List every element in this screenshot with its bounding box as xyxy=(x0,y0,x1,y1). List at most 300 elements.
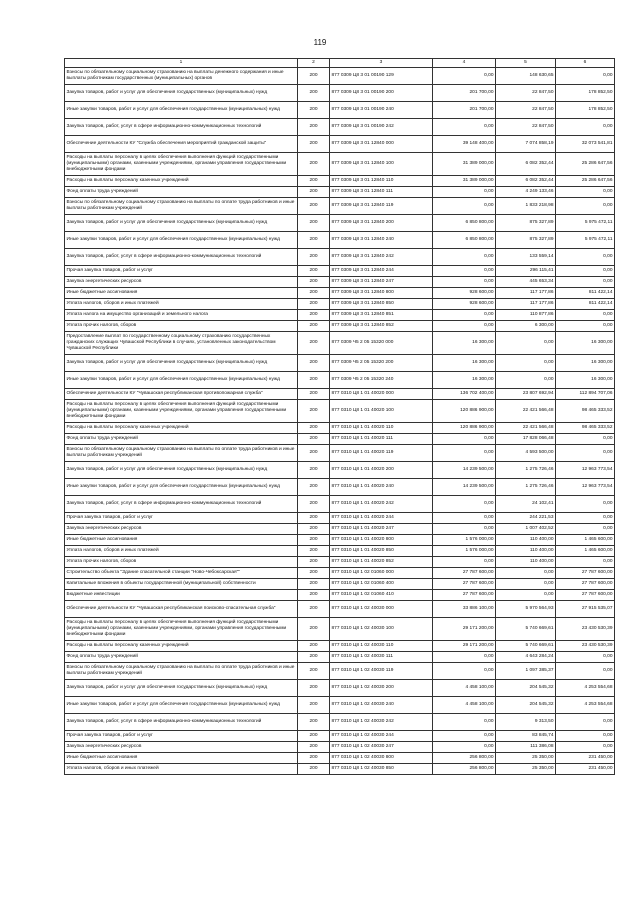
table-row xyxy=(65,102,615,119)
column-header: 3 xyxy=(330,59,433,68)
row-name-cell: Закупка товаров, работ и услуг для обеспечения государственных (муниципальных) нужд xyxy=(65,215,298,232)
row-code-cell: 200 xyxy=(298,423,330,434)
unexecuted-amount: 27 787 600,00 xyxy=(556,590,615,601)
table-row xyxy=(65,546,615,557)
unexecuted-amount: 178 852,50 xyxy=(556,85,615,102)
budget-classification-code: 877 0309 Ц8 3 01 12840 242 xyxy=(330,249,433,266)
budget-classification-code: 877 0310 Ц8 1 01 40020 100 xyxy=(330,400,433,423)
unexecuted-amount: 0,00 xyxy=(556,714,615,731)
row-name-cell: Уплата прочих налогов, сборов xyxy=(65,321,298,332)
executed-amount: 1 007 402,52 xyxy=(496,524,556,535)
approved-amount: 0,00 xyxy=(433,198,496,215)
unexecuted-amount: 0,00 xyxy=(556,445,615,462)
executed-amount: 0,00 xyxy=(496,332,556,355)
executed-amount: 117 177,86 xyxy=(496,299,556,310)
budget-classification-code: 877 0310 Ц8 1 01 40020 850 xyxy=(330,546,433,557)
row-name-cell: Расходы на выплаты персоналу казенных учреждений xyxy=(65,641,298,652)
row-name-cell: Предоставление выплат по государственному социальному страхованию государственных гражданских служащих Чувашской Республики в случаях, установленных законодательством Чувашской Республики xyxy=(65,332,298,355)
table-row xyxy=(65,568,615,579)
row-code-cell: 200 xyxy=(298,524,330,535)
table-row xyxy=(65,299,615,310)
approved-amount: 256 800,00 xyxy=(433,753,496,764)
unexecuted-amount: 1 465 600,00 xyxy=(556,535,615,546)
approved-amount: 0,00 xyxy=(433,714,496,731)
row-name-cell: Взносы по обязательному социальному страхованию на выплаты по оплате труда работников и иные выплаты работникам учреждений xyxy=(65,445,298,462)
budget-classification-code: 877 0309 Ц8 3 01 12840 000 xyxy=(330,136,433,153)
approved-amount: 256 800,00 xyxy=(433,764,496,775)
table-row xyxy=(65,355,615,372)
budget-classification-code: 877 0310 Ц8 1 02 40030 800 xyxy=(330,753,433,764)
row-name-cell: Закупка товаров, работ, услуг в сфере информационно-коммуникационных технологий xyxy=(65,249,298,266)
unexecuted-amount: 811 422,14 xyxy=(556,288,615,299)
column-header: 1 xyxy=(65,59,298,68)
table-row xyxy=(65,310,615,321)
executed-amount: 0,00 xyxy=(496,372,556,389)
executed-amount: 445 653,34 xyxy=(496,277,556,288)
budget-classification-code: 877 0310 Ц8 1 02 40030 240 xyxy=(330,697,433,714)
budget-classification-code: 877 0310 Ц8 1 02 40030 000 xyxy=(330,601,433,618)
approved-amount: 6 850 800,00 xyxy=(433,215,496,232)
approved-amount: 14 239 500,00 xyxy=(433,479,496,496)
row-code-cell: 200 xyxy=(298,434,330,445)
table-body xyxy=(65,68,615,775)
executed-amount: 4 593 500,00 xyxy=(496,445,556,462)
approved-amount: 0,00 xyxy=(433,68,496,85)
row-name-cell: Уплата налога на имущество организаций и земельного налога xyxy=(65,310,298,321)
row-name-cell: Иные закупки товаров, работ и услуг для обеспечения государственных (муниципальных) нужд xyxy=(65,697,298,714)
executed-amount: 0,00 xyxy=(496,590,556,601)
approved-amount: 29 171 200,00 xyxy=(433,641,496,652)
row-name-cell: Уплата налогов, сборов и иных платежей xyxy=(65,299,298,310)
executed-amount: 22 847,50 xyxy=(496,85,556,102)
approved-amount: 1 576 000,00 xyxy=(433,535,496,546)
approved-amount: 0,00 xyxy=(433,742,496,753)
row-code-cell: 200 xyxy=(298,266,330,277)
executed-amount: 6 082 352,44 xyxy=(496,153,556,176)
approved-amount: 27 787 600,00 xyxy=(433,590,496,601)
row-code-cell: 200 xyxy=(298,332,330,355)
executed-amount: 25 350,00 xyxy=(496,753,556,764)
row-code-cell: 200 xyxy=(298,102,330,119)
unexecuted-amount: 0,00 xyxy=(556,496,615,513)
budget-classification-code: 877 0310 Ц8 1 02 01060 410 xyxy=(330,590,433,601)
executed-amount: 17 828 066,48 xyxy=(496,434,556,445)
row-code-cell: 200 xyxy=(298,579,330,590)
row-name-cell: Фонд оплаты труда учреждений xyxy=(65,434,298,445)
approved-amount: 0,00 xyxy=(433,652,496,663)
budget-classification-code: 877 0310 Ц8 1 01 40020 000 xyxy=(330,389,433,400)
table-row xyxy=(65,389,615,400)
approved-amount: 0,00 xyxy=(433,445,496,462)
unexecuted-amount: 12 963 773,54 xyxy=(556,462,615,479)
unexecuted-amount: 0,00 xyxy=(556,513,615,524)
unexecuted-amount: 4 253 554,68 xyxy=(556,697,615,714)
approved-amount: 0,00 xyxy=(433,187,496,198)
executed-amount: 4 643 284,24 xyxy=(496,652,556,663)
budget-classification-code: 877 0310 Ц8 1 01 40020 244 xyxy=(330,513,433,524)
unexecuted-amount: 98 465 333,52 xyxy=(556,400,615,423)
table-row xyxy=(65,277,615,288)
budget-classification-code: 877 0309 Ч5 2 05 15320 240 xyxy=(330,372,433,389)
approved-amount: 1 576 000,00 xyxy=(433,546,496,557)
table-row xyxy=(65,462,615,479)
table-row xyxy=(65,742,615,753)
budget-classification-code: 877 0309 Ц8 3 01 12840 110 xyxy=(330,176,433,187)
row-code-cell: 200 xyxy=(298,372,330,389)
table-row xyxy=(65,288,615,299)
approved-amount: 0,00 xyxy=(433,513,496,524)
table-row xyxy=(65,618,615,641)
row-name-cell: Прочая закупка товаров, работ и услуг xyxy=(65,513,298,524)
executed-amount: 5 740 669,61 xyxy=(496,618,556,641)
approved-amount: 0,00 xyxy=(433,321,496,332)
table-row xyxy=(65,680,615,697)
row-name-cell: Фонд оплаты труда учреждений xyxy=(65,652,298,663)
executed-amount: 6 300,00 xyxy=(496,321,556,332)
table-row xyxy=(65,332,615,355)
unexecuted-amount: 112 894 707,06 xyxy=(556,389,615,400)
executed-amount: 4 249 133,46 xyxy=(496,187,556,198)
column-header: 4 xyxy=(433,59,496,68)
unexecuted-amount: 811 422,14 xyxy=(556,299,615,310)
row-name-cell: Иные закупки товаров, работ и услуг для обеспечения государственных (муниципальных) нужд xyxy=(65,479,298,496)
table-row xyxy=(65,601,615,618)
row-code-cell: 200 xyxy=(298,85,330,102)
row-name-cell: Обеспечение деятельности КУ "Служба обеспечения мероприятий гражданской защиты" xyxy=(65,136,298,153)
unexecuted-amount: 4 253 554,68 xyxy=(556,680,615,697)
row-code-cell: 200 xyxy=(298,479,330,496)
budget-classification-code: 877 0309 Ц8 3 01 12840 851 xyxy=(330,310,433,321)
table-row xyxy=(65,557,615,568)
row-name-cell: Взносы по обязательному социальному страхованию на выплаты по оплате труда работников и иные выплаты работникам учреждений xyxy=(65,198,298,215)
executed-amount: 296 115,41 xyxy=(496,266,556,277)
row-name-cell: Иные закупки товаров, работ и услуг для обеспечения государственных (муниципальных) нужд xyxy=(65,102,298,119)
row-code-cell: 200 xyxy=(298,568,330,579)
row-name-cell: Закупка энергетических ресурсов xyxy=(65,742,298,753)
table-row xyxy=(65,232,615,249)
budget-classification-code: 877 0309 Ч5 2 05 15320 200 xyxy=(330,355,433,372)
row-name-cell: Закупка товаров, работ и услуг для обеспечения государственных (муниципальных) нужд xyxy=(65,680,298,697)
row-code-cell: 200 xyxy=(298,119,330,136)
executed-amount: 0,00 xyxy=(496,579,556,590)
budget-classification-code: 877 0309 Ц8 3 01 12840 852 xyxy=(330,321,433,332)
budget-classification-code: 877 0310 Ц8 1 01 40020 852 xyxy=(330,557,433,568)
budget-classification-code: 877 0310 Ц8 1 02 40030 247 xyxy=(330,742,433,753)
executed-amount: 110 400,00 xyxy=(496,557,556,568)
table-row xyxy=(65,400,615,423)
row-name-cell: Взносы по обязательному социальному страхованию на выплаты денежного содержания и иные выплаты работникам государственных (муниципальных) органов xyxy=(65,68,298,85)
approved-amount: 0,00 xyxy=(433,557,496,568)
row-name-cell: Закупка энергетических ресурсов xyxy=(65,277,298,288)
executed-amount: 204 545,32 xyxy=(496,697,556,714)
unexecuted-amount: 0,00 xyxy=(556,663,615,680)
row-code-cell: 200 xyxy=(298,680,330,697)
row-code-cell: 200 xyxy=(298,601,330,618)
table-row xyxy=(65,176,615,187)
row-code-cell: 200 xyxy=(298,663,330,680)
table-row xyxy=(65,445,615,462)
budget-classification-code: 877 0310 Ц8 1 01 40020 111 xyxy=(330,434,433,445)
row-code-cell: 200 xyxy=(298,310,330,321)
executed-amount: 1 275 726,46 xyxy=(496,479,556,496)
unexecuted-amount: 1 465 600,00 xyxy=(556,546,615,557)
budget-classification-code: 877 0310 Ц8 1 02 40030 111 xyxy=(330,652,433,663)
budget-classification-code: 877 0310 Ц8 1 01 40020 119 xyxy=(330,445,433,462)
table-row xyxy=(65,641,615,652)
row-code-cell: 200 xyxy=(298,445,330,462)
table-row xyxy=(65,764,615,775)
approved-amount: 201 700,00 xyxy=(433,85,496,102)
unexecuted-amount: 25 286 647,56 xyxy=(556,153,615,176)
unexecuted-amount: 98 465 333,52 xyxy=(556,423,615,434)
budget-classification-code: 877 0310 Ц8 1 01 40020 800 xyxy=(330,535,433,546)
table-row xyxy=(65,714,615,731)
approved-amount: 27 787 600,00 xyxy=(433,579,496,590)
approved-amount: 0,00 xyxy=(433,524,496,535)
row-code-cell: 200 xyxy=(298,731,330,742)
approved-amount: 0,00 xyxy=(433,310,496,321)
executed-amount: 83 845,74 xyxy=(496,731,556,742)
unexecuted-amount: 178 852,50 xyxy=(556,102,615,119)
table-row xyxy=(65,663,615,680)
table-row xyxy=(65,731,615,742)
unexecuted-amount: 0,00 xyxy=(556,652,615,663)
budget-classification-code: 877 0310 Ц8 1 02 40030 119 xyxy=(330,663,433,680)
row-name-cell: Иные бюджетные ассигнования xyxy=(65,753,298,764)
executed-amount: 204 545,32 xyxy=(496,680,556,697)
approved-amount: 0,00 xyxy=(433,496,496,513)
budget-classification-code: 877 0309 Ц8 3 01 00190 129 xyxy=(330,68,433,85)
unexecuted-amount: 0,00 xyxy=(556,68,615,85)
approved-amount: 6 850 800,00 xyxy=(433,232,496,249)
table-row xyxy=(65,423,615,434)
approved-amount: 29 171 200,00 xyxy=(433,618,496,641)
unexecuted-amount: 27 787 600,00 xyxy=(556,568,615,579)
row-name-cell: Фонд оплаты труда учреждений xyxy=(65,187,298,198)
unexecuted-amount: 0,00 xyxy=(556,434,615,445)
unexecuted-amount: 231 450,00 xyxy=(556,764,615,775)
executed-amount: 875 327,89 xyxy=(496,232,556,249)
unexecuted-amount: 27 915 535,07 xyxy=(556,601,615,618)
table-row xyxy=(65,652,615,663)
row-name-cell: Прочая закупка товаров, работ и услуг xyxy=(65,731,298,742)
budget-classification-code: 877 0310 Ц8 1 02 40030 850 xyxy=(330,764,433,775)
approved-amount: 201 700,00 xyxy=(433,102,496,119)
unexecuted-amount: 0,00 xyxy=(556,249,615,266)
approved-amount: 39 148 400,00 xyxy=(433,136,496,153)
executed-amount: 22 421 566,48 xyxy=(496,423,556,434)
unexecuted-amount: 12 963 773,54 xyxy=(556,479,615,496)
executed-amount: 110 400,00 xyxy=(496,535,556,546)
table-row xyxy=(65,119,615,136)
row-code-cell: 200 xyxy=(298,697,330,714)
row-code-cell: 200 xyxy=(298,176,330,187)
unexecuted-amount: 0,00 xyxy=(556,198,615,215)
approved-amount: 31 389 000,00 xyxy=(433,153,496,176)
table-row xyxy=(65,187,615,198)
budget-classification-code: 877 0310 Ц8 1 02 01060 000 xyxy=(330,568,433,579)
row-name-cell: Закупка товаров, работ и услуг для обеспечения государственных (муниципальных) нужд xyxy=(65,355,298,372)
row-name-cell: Уплата налогов, сборов и иных платежей xyxy=(65,546,298,557)
row-code-cell: 200 xyxy=(298,288,330,299)
unexecuted-amount: 27 787 600,00 xyxy=(556,579,615,590)
table-row xyxy=(65,434,615,445)
executed-amount: 0,00 xyxy=(496,355,556,372)
row-code-cell: 200 xyxy=(298,641,330,652)
approved-amount: 27 787 600,00 xyxy=(433,568,496,579)
row-name-cell: Иные закупки товаров, работ и услуг для обеспечения государственных (муниципальных) нужд xyxy=(65,232,298,249)
budget-classification-code: 877 0309 Ц8 3 01 12840 100 xyxy=(330,153,433,176)
row-name-cell: Бюджетные инвестиции xyxy=(65,590,298,601)
budget-classification-code: 877 0309 Ц8 3 01 00190 242 xyxy=(330,119,433,136)
row-name-cell: Иные бюджетные ассигнования xyxy=(65,288,298,299)
budget-classification-code: 877 0310 Ц8 1 02 01060 400 xyxy=(330,579,433,590)
approved-amount: 0,00 xyxy=(433,731,496,742)
table-row xyxy=(65,479,615,496)
row-name-cell: Закупка товаров, работ и услуг для обеспечения государственных (муниципальных) нужд xyxy=(65,462,298,479)
table-row xyxy=(65,321,615,332)
executed-amount: 5 740 669,61 xyxy=(496,641,556,652)
row-code-cell: 200 xyxy=(298,513,330,524)
row-code-cell: 200 xyxy=(298,742,330,753)
budget-execution-table xyxy=(64,58,615,775)
table-row xyxy=(65,249,615,266)
row-code-cell: 200 xyxy=(298,249,330,266)
executed-amount: 23 807 692,94 xyxy=(496,389,556,400)
budget-classification-code: 877 0310 Ц8 1 02 40030 242 xyxy=(330,714,433,731)
row-code-cell: 200 xyxy=(298,618,330,641)
table-row xyxy=(65,496,615,513)
executed-amount: 25 350,00 xyxy=(496,764,556,775)
row-code-cell: 200 xyxy=(298,136,330,153)
unexecuted-amount: 23 430 530,39 xyxy=(556,618,615,641)
executed-amount: 7 074 858,19 xyxy=(496,136,556,153)
unexecuted-amount: 16 300,00 xyxy=(556,332,615,355)
table-row xyxy=(65,513,615,524)
row-name-cell: Уплата прочих налогов, сборов xyxy=(65,557,298,568)
unexecuted-amount: 16 300,00 xyxy=(556,372,615,389)
row-code-cell: 200 xyxy=(298,714,330,731)
executed-amount: 1 833 218,98 xyxy=(496,198,556,215)
approved-amount: 16 300,00 xyxy=(433,355,496,372)
column-header: 6 xyxy=(556,59,615,68)
approved-amount: 4 458 100,00 xyxy=(433,680,496,697)
budget-classification-code: 877 0309 Ц8 3 01 12840 240 xyxy=(330,232,433,249)
table-header-row xyxy=(65,59,615,68)
approved-amount: 0,00 xyxy=(433,266,496,277)
row-name-cell: Уплата налогов, сборов и иных платежей xyxy=(65,764,298,775)
unexecuted-amount: 0,00 xyxy=(556,266,615,277)
row-code-cell: 200 xyxy=(298,652,330,663)
table-row xyxy=(65,535,615,546)
row-code-cell: 200 xyxy=(298,462,330,479)
unexecuted-amount: 23 430 530,39 xyxy=(556,641,615,652)
unexecuted-amount: 0,00 xyxy=(556,321,615,332)
executed-amount: 22 847,50 xyxy=(496,102,556,119)
row-name-cell: Капитальные вложения в объекты государственной (муниципальной) собственности xyxy=(65,579,298,590)
row-code-cell: 200 xyxy=(298,299,330,310)
unexecuted-amount: 0,00 xyxy=(556,524,615,535)
table-row xyxy=(65,590,615,601)
row-code-cell: 200 xyxy=(298,277,330,288)
unexecuted-amount: 0,00 xyxy=(556,742,615,753)
table-row xyxy=(65,524,615,535)
budget-classification-code: 877 0309 Ц8 3 01 12840 111 xyxy=(330,187,433,198)
budget-classification-code: 877 0309 Ц8 3 01 00190 200 xyxy=(330,85,433,102)
table-row xyxy=(65,153,615,176)
executed-amount: 24 102,41 xyxy=(496,496,556,513)
row-name-cell: Расходы на выплаты персоналу в целях обеспечения выполнения функций государственными (муниципальными) органами, казенными учреждениями, органами управления государственными внебюджетными фондами xyxy=(65,400,298,423)
approved-amount: 31 389 000,00 xyxy=(433,176,496,187)
budget-classification-code: 877 0310 Ц8 1 01 40020 242 xyxy=(330,496,433,513)
row-code-cell: 200 xyxy=(298,557,330,568)
executed-amount: 110 400,00 xyxy=(496,546,556,557)
row-code-cell: 200 xyxy=(298,496,330,513)
row-name-cell: Закупка товаров, работ и услуг для обеспечения государственных (муниципальных) нужд xyxy=(65,85,298,102)
executed-amount: 133 559,14 xyxy=(496,249,556,266)
row-code-cell: 200 xyxy=(298,321,330,332)
approved-amount: 14 239 500,00 xyxy=(433,462,496,479)
unexecuted-amount: 0,00 xyxy=(556,119,615,136)
budget-classification-code: 877 0309 Ц8 3 01 12840 200 xyxy=(330,215,433,232)
approved-amount: 0,00 xyxy=(433,663,496,680)
unexecuted-amount: 5 975 472,11 xyxy=(556,215,615,232)
row-name-cell: Закупка товаров, работ, услуг в сфере информационно-коммуникационных технологий xyxy=(65,496,298,513)
approved-amount: 928 600,00 xyxy=(433,299,496,310)
budget-classification-code: 877 0310 Ц8 1 02 40030 200 xyxy=(330,680,433,697)
row-name-cell: Обеспечение деятельности КУ "Чувашская республиканская противопожарная служба" xyxy=(65,389,298,400)
executed-amount: 22 421 566,48 xyxy=(496,400,556,423)
executed-amount: 244 221,53 xyxy=(496,513,556,524)
row-code-cell: 200 xyxy=(298,198,330,215)
row-code-cell: 200 xyxy=(298,764,330,775)
approved-amount: 33 886 100,00 xyxy=(433,601,496,618)
approved-amount: 136 702 400,00 xyxy=(433,389,496,400)
row-name-cell: Иные закупки товаров, работ и услуг для обеспечения государственных (муниципальных) нужд xyxy=(65,372,298,389)
approved-amount: 120 886 900,00 xyxy=(433,423,496,434)
executed-amount: 5 970 564,93 xyxy=(496,601,556,618)
row-name-cell: Расходы на выплаты персоналу в целях обеспечения выполнения функций государственными (муниципальными) органами, казенными учреждениями, органами управления государственными внебюджетными фондами xyxy=(65,618,298,641)
budget-classification-code: 877 0310 Ц8 1 01 40020 110 xyxy=(330,423,433,434)
budget-classification-code: 877 0310 Ц8 1 01 40020 200 xyxy=(330,462,433,479)
table-row xyxy=(65,372,615,389)
executed-amount: 117 177,86 xyxy=(496,288,556,299)
row-name-cell: Иные бюджетные ассигнования xyxy=(65,535,298,546)
row-code-cell: 200 xyxy=(298,400,330,423)
row-code-cell: 200 xyxy=(298,232,330,249)
row-code-cell: 200 xyxy=(298,546,330,557)
budget-classification-code: 877 0310 Ц8 1 01 40020 247 xyxy=(330,524,433,535)
budget-classification-code: 877 0310 Ц8 1 01 40020 240 xyxy=(330,479,433,496)
row-name-cell: Закупка энергетических ресурсов xyxy=(65,524,298,535)
row-name-cell: Обеспечение деятельности КУ "Чувашская республиканская поисково-спасательная служба" xyxy=(65,601,298,618)
unexecuted-amount: 5 975 472,11 xyxy=(556,232,615,249)
row-name-cell: Взносы по обязательному социальному страхованию на выплаты по оплате труда работников и иные выплаты работникам учреждений xyxy=(65,663,298,680)
row-name-cell: Расходы на выплаты персоналу казенных учреждений xyxy=(65,423,298,434)
approved-amount: 4 458 100,00 xyxy=(433,697,496,714)
column-header: 5 xyxy=(496,59,556,68)
budget-classification-code: 877 0309 Ц8 3 01 12840 119 xyxy=(330,198,433,215)
row-code-cell: 200 xyxy=(298,355,330,372)
unexecuted-amount: 25 286 647,56 xyxy=(556,176,615,187)
row-code-cell: 200 xyxy=(298,215,330,232)
executed-amount: 1 275 726,46 xyxy=(496,462,556,479)
unexecuted-amount: 0,00 xyxy=(556,187,615,198)
table-row xyxy=(65,198,615,215)
unexecuted-amount: 231 450,00 xyxy=(556,753,615,764)
unexecuted-amount: 0,00 xyxy=(556,310,615,321)
executed-amount: 110 877,86 xyxy=(496,310,556,321)
